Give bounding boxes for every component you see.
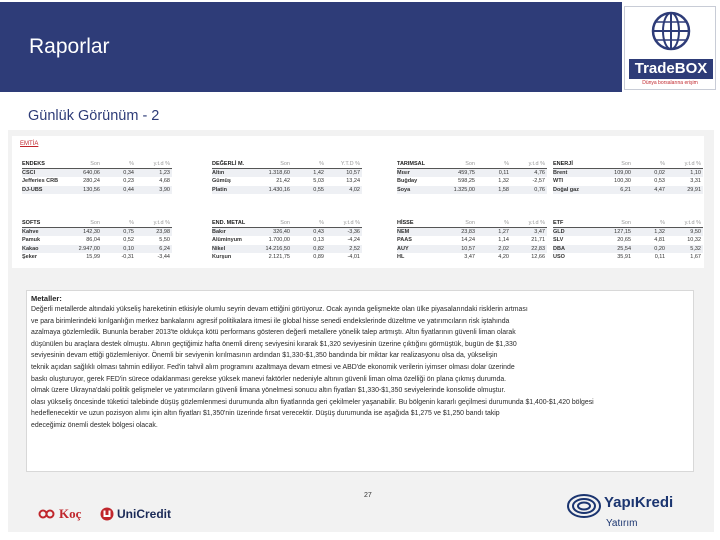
table-row xyxy=(22,253,172,262)
table-title: HİSSE xyxy=(397,220,414,226)
table-row xyxy=(553,253,703,262)
table-title: ENDEKS xyxy=(22,161,45,167)
table-title: END. METAL xyxy=(212,220,246,226)
market-table xyxy=(22,160,172,194)
table-row xyxy=(397,228,547,237)
cell-value: 4,47 xyxy=(654,186,665,193)
row-label: Altın xyxy=(212,169,225,176)
cell-value: -0,31 xyxy=(121,254,134,260)
table-row xyxy=(553,169,703,178)
table-row xyxy=(212,186,362,195)
cell-value: 35,91 xyxy=(617,254,631,260)
column-header: % xyxy=(129,161,134,167)
yapikredi-logo xyxy=(566,492,676,534)
cell-value: 1,58 xyxy=(498,186,509,193)
column-header: Son xyxy=(621,161,631,167)
column-header: % xyxy=(319,220,324,226)
header-band xyxy=(0,2,622,92)
cell-value: 15,99 xyxy=(86,254,100,260)
table-row xyxy=(553,177,703,186)
row-label: DBA xyxy=(553,245,565,252)
column-header: y.t.d % xyxy=(684,161,701,167)
cell-value: 0,13 xyxy=(313,237,324,243)
column-header: y.t.d % xyxy=(684,220,701,226)
commentary-line: ve para birimlerindeki kırılganlığın merkez bankalarını agresif politikalara itmesi ile global hisse senedi endekslerinde düzeltme ve yatırımcıların risk iştahında xyxy=(31,317,510,325)
cell-value: 10,57 xyxy=(461,245,475,252)
column-header: Son xyxy=(280,161,290,167)
table-row xyxy=(553,245,703,254)
row-label: Doğal gaz xyxy=(553,186,579,193)
cell-value: 4,20 xyxy=(498,254,509,260)
column-header: % xyxy=(319,161,324,167)
market-table xyxy=(553,219,703,262)
table-row xyxy=(212,236,362,245)
cell-value: 23,83 xyxy=(461,228,475,235)
section-label: EMTİA xyxy=(20,141,39,147)
column-header: Y.T.D % xyxy=(340,161,360,167)
cell-value: 0,89 xyxy=(313,254,324,260)
column-header: Son xyxy=(280,220,290,226)
cell-value: 20,65 xyxy=(617,237,631,243)
row-label: Soya xyxy=(397,186,411,193)
table-header xyxy=(553,219,703,228)
cell-value: 1,10 xyxy=(690,169,701,176)
globe-icon xyxy=(651,9,691,57)
cell-value: 2,02 xyxy=(498,245,509,252)
cell-value: 14,24 xyxy=(461,237,475,243)
commentary-line: azalmaya gözlemledik. Bununla beraber 2013'te oldukça kötü performans gösteren değerli metallere yönelik talep artmıştı. Altın fiyatlarının güvenli liman olarak xyxy=(31,329,516,337)
market-table xyxy=(397,160,547,194)
cell-value: 23,98 xyxy=(156,228,170,235)
row-label: Buğday xyxy=(397,178,418,184)
cell-value: 25,54 xyxy=(617,245,631,252)
column-header: Son xyxy=(90,161,100,167)
commentary-title: Metaller: xyxy=(31,294,62,303)
commentary-body xyxy=(31,304,689,432)
cell-value: 1.430,16 xyxy=(268,186,290,193)
commentary-line: hedeflenecektir ve uzun pozisyon alımı için altın fiyatları $1,350'nin üzerinde fırsat verecektir. Düşüş durumunda ise aşağıda $1,275 ve $1,250 bandı takip xyxy=(31,410,500,418)
cell-value: 6,24 xyxy=(159,245,170,252)
cell-value: 5,50 xyxy=(159,237,170,243)
cell-value: 130,56 xyxy=(83,186,100,193)
commentary-line: teknik açıdan sağlıklı olması tahmin ediliyor. Fed'in tahvil alım programını azaltmaya devam etmesi ve ABD'de ekonomik verilerin iyimser olması dolar üzerinde xyxy=(31,363,515,371)
table-header xyxy=(212,160,362,169)
commentary-line: olmak üzere Ukrayna'daki politik gelişmeler ve yatırımcıların güvenli limana yönelmesi sonucu altın fiyatları $1,330-$1,350 seviyelerinde konsolide olmuştur. xyxy=(31,387,506,395)
cell-value: 0,75 xyxy=(123,228,134,235)
table-header xyxy=(553,160,703,169)
row-label: Brent xyxy=(553,169,568,176)
table-row xyxy=(22,186,172,195)
cell-value: 1.318,60 xyxy=(268,169,290,176)
commentary-line: düşünülen bu araçlara destek olmuştu. Altının geçtiğimiz hafta önemli direnç seviyesini kırarak $1,320 seviyesinin üzerine çıktığını görmüştük, bugün de $1,330 xyxy=(31,340,517,348)
row-label: HL xyxy=(397,254,405,260)
yapikredi-subtitle: Yatırım xyxy=(606,518,638,529)
row-label: SLV xyxy=(553,237,564,243)
column-header: Son xyxy=(90,220,100,226)
tradebox-logo xyxy=(624,6,716,90)
cell-value: 0,11 xyxy=(498,169,509,176)
unicredit-logo xyxy=(100,505,171,523)
cell-value: 0,55 xyxy=(313,186,324,193)
cell-value: 1.325,00 xyxy=(453,186,475,193)
cell-value: 1,14 xyxy=(498,237,509,243)
cell-value: 22,83 xyxy=(531,245,545,252)
cell-value: 10,57 xyxy=(346,169,360,176)
cell-value: 4,81 xyxy=(654,237,665,243)
cell-value: 1,23 xyxy=(159,169,170,176)
row-label: WTI xyxy=(553,178,564,184)
cell-value: 640,06 xyxy=(83,169,100,176)
koc-logo xyxy=(38,505,81,523)
column-header: y.t.d % xyxy=(528,161,545,167)
cell-value: 1,27 xyxy=(498,228,509,235)
cell-value: 21,71 xyxy=(531,237,545,243)
table-header xyxy=(397,160,547,169)
table-row xyxy=(212,169,362,178)
table-title: SOFTS xyxy=(22,220,41,226)
row-label: Alüminyum xyxy=(212,237,242,243)
table-title: DEĞERLİ M. xyxy=(212,161,245,167)
row-label: Mısır xyxy=(397,169,410,176)
table-row xyxy=(22,177,172,186)
cell-value: 459,75 xyxy=(458,169,475,176)
table-row xyxy=(212,228,362,237)
cell-value: 1.700,00 xyxy=(268,237,290,243)
row-label: Jefferies CRB xyxy=(22,178,59,184)
cell-value: 1,32 xyxy=(654,228,665,235)
table-row xyxy=(22,169,172,178)
table-header xyxy=(22,160,172,169)
row-label: Platin xyxy=(212,186,227,193)
slide-header xyxy=(0,0,720,95)
cell-value: 0,82 xyxy=(313,245,324,252)
cell-value: 4,02 xyxy=(349,186,360,193)
cell-value: 1,42 xyxy=(313,169,324,176)
table-row xyxy=(553,228,703,237)
table-title: ENERJİ xyxy=(553,161,573,167)
unicredit-name: UniCredit xyxy=(117,507,171,521)
table-row xyxy=(22,236,172,245)
cell-value: 100,30 xyxy=(614,178,631,184)
cell-value: -3,44 xyxy=(157,254,170,260)
table-row xyxy=(212,245,362,254)
cell-value: 109,00 xyxy=(614,169,631,176)
logo-tagline: Dünya borsalarına erişim xyxy=(642,80,698,86)
column-header: y.t.d % xyxy=(528,220,545,226)
table-title: ETF xyxy=(553,220,564,226)
cell-value: -2,57 xyxy=(532,178,545,184)
column-header: % xyxy=(660,161,665,167)
cell-value: 0,23 xyxy=(123,178,134,184)
cell-value: -4,01 xyxy=(347,254,360,260)
table-header xyxy=(212,219,362,228)
yapikredi-symbol-icon xyxy=(566,492,602,520)
row-label: DJ-UBS xyxy=(22,186,43,193)
page-subtitle: Günlük Görünüm - 2 xyxy=(28,108,160,124)
cell-value: 4,76 xyxy=(534,169,545,176)
cell-value: 13,24 xyxy=(346,178,360,184)
cell-value: 12,66 xyxy=(531,254,545,260)
row-label: Pamuk xyxy=(22,237,41,243)
row-label: USO xyxy=(553,254,565,260)
cell-value: 21,42 xyxy=(276,178,290,184)
cell-value: 10,32 xyxy=(687,237,701,243)
column-header: Son xyxy=(465,161,475,167)
column-header: y.t.d % xyxy=(153,220,170,226)
table-row xyxy=(22,228,172,237)
yapikredi-name: YapıKredi xyxy=(604,494,674,511)
column-header: y.t.d % xyxy=(153,161,170,167)
cell-value: 0,76 xyxy=(534,186,545,193)
cell-value: 0,34 xyxy=(123,169,134,176)
cell-value: 0,53 xyxy=(654,178,665,184)
market-table xyxy=(212,160,362,194)
column-header: Son xyxy=(465,220,475,226)
cell-value: 2.947,00 xyxy=(78,245,100,252)
cell-value: 280,24 xyxy=(83,178,100,184)
row-label: Gümüş xyxy=(212,178,231,184)
market-table xyxy=(397,219,547,262)
cell-value: 127,15 xyxy=(614,228,631,235)
table-row xyxy=(397,236,547,245)
commentary-box xyxy=(26,290,694,472)
commentary-line: baskı oluşturuyor, gerek FED'in sürece odaklanması gerekse yüksek manevi faktörler nedeniyle altının güvenli liman olma özelliği ön plana çıkmış durumda. xyxy=(31,375,507,383)
cell-value: 3,47 xyxy=(534,228,545,235)
cell-value: 0,52 xyxy=(123,237,134,243)
unicredit-symbol-icon xyxy=(100,507,114,521)
table-row xyxy=(397,177,547,186)
column-header: % xyxy=(129,220,134,226)
table-row xyxy=(212,253,362,262)
cell-value: 142,30 xyxy=(83,228,100,235)
cell-value: 0,43 xyxy=(313,228,324,235)
row-label: Kahve xyxy=(22,228,39,235)
table-row xyxy=(22,245,172,254)
table-row xyxy=(397,245,547,254)
cell-value: 3,47 xyxy=(464,254,475,260)
cell-value: 3,90 xyxy=(159,186,170,193)
cell-value: -3,36 xyxy=(347,228,360,235)
table-title: TARIMSAL xyxy=(397,161,426,167)
page-number: 27 xyxy=(364,492,372,499)
row-label: AUY xyxy=(397,245,409,252)
koc-name: Koç xyxy=(59,506,82,521)
cell-value: 2.121,75 xyxy=(268,254,290,260)
cell-value: 29,91 xyxy=(687,186,701,193)
cell-value: 5,03 xyxy=(313,178,324,184)
table-row xyxy=(553,186,703,195)
row-label: PAAS xyxy=(397,237,412,243)
commentary-line: olası yükseliş öncesinde tüketici talebinde düşüş gözlemlenmesi durumunda altın fiyatlarında geri çekilmeler yaşanabilir. Bu bölgenin kararlı geçilmesi durumunda $1,400-$1,420 bölgesi xyxy=(31,398,594,406)
cell-value: 326,40 xyxy=(273,228,290,235)
row-label: NEM xyxy=(397,228,410,235)
cell-value: 1,67 xyxy=(690,254,701,260)
row-label: Kurşun xyxy=(212,254,232,260)
column-header: y.t.d % xyxy=(343,220,360,226)
row-label: Nikel xyxy=(212,245,226,252)
column-header: % xyxy=(660,220,665,226)
row-label: GLD xyxy=(553,228,565,235)
cell-value: 86,04 xyxy=(86,237,100,243)
commentary-line: seviyesinin devam ettiği gözlemleniyor. Önemli bir seviyenin kırılmasının ardından $1,330-$1,350 bandında bir miktar kar realizasyonu olsa da, yükselişin xyxy=(31,352,498,360)
cell-value: 2,52 xyxy=(349,245,360,252)
cell-value: 598,25 xyxy=(458,178,475,184)
cell-value: 3,31 xyxy=(690,178,701,184)
koc-symbol-icon xyxy=(38,508,56,520)
cell-value: 5,32 xyxy=(690,245,701,252)
commentary-line: edeceğimiz önemli destek bölgesi olacak. xyxy=(31,421,158,429)
cell-value: 6,21 xyxy=(620,186,631,193)
row-label: Kakao xyxy=(22,245,39,252)
logo-name: TradeBOX xyxy=(629,59,713,79)
cell-value: 14.216,50 xyxy=(265,245,290,252)
table-header xyxy=(397,219,547,228)
cell-value: -4,24 xyxy=(347,237,360,243)
table-row xyxy=(397,169,547,178)
cell-value: 0,44 xyxy=(123,186,134,193)
column-header: % xyxy=(504,220,509,226)
market-table xyxy=(212,219,362,262)
table-row xyxy=(212,177,362,186)
cell-value: 4,68 xyxy=(159,178,170,184)
market-table xyxy=(22,219,172,262)
cell-value: 0,20 xyxy=(654,245,665,252)
market-table xyxy=(553,160,703,194)
cell-value: 0,02 xyxy=(654,169,665,176)
column-header: % xyxy=(504,161,509,167)
row-label: Şeker xyxy=(22,254,37,260)
cell-value: 0,10 xyxy=(123,245,134,252)
row-label: CSCI xyxy=(22,169,36,176)
table-row xyxy=(553,236,703,245)
table-row xyxy=(397,186,547,195)
page-title: Raporlar xyxy=(29,35,110,58)
commentary-line: Değerli metallerde altındaki yükseliş hareketinin etkisiyle olumlu seyrin devam ettiğini görüyoruz. Ocak ayında gelişmekte olan ülke piyasalarındaki risklerin artması xyxy=(31,306,528,313)
cell-value: 1,32 xyxy=(498,178,509,184)
column-header: Son xyxy=(621,220,631,226)
cell-value: 9,50 xyxy=(690,228,701,235)
table-header xyxy=(22,219,172,228)
table-row xyxy=(397,253,547,262)
cell-value: 0,11 xyxy=(654,254,665,260)
row-label: Bakır xyxy=(212,228,226,235)
